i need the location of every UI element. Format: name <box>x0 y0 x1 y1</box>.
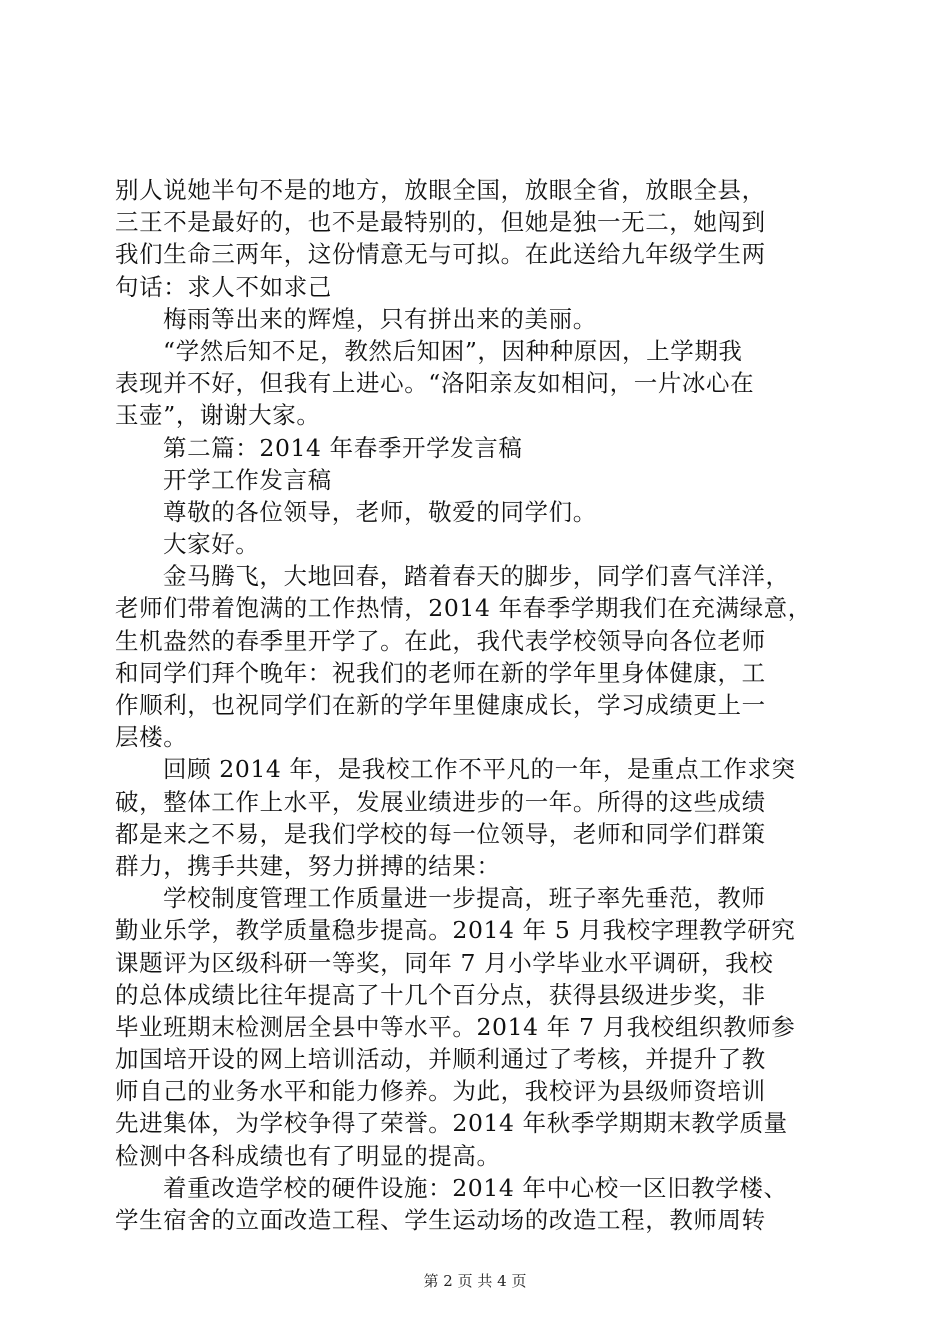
text-line: 表现并不好，但我有上进心。“洛阳亲友如相问，一片冰心在 <box>115 369 755 398</box>
text-line: 课题评为区级科研一等奖，同年 7 月小学毕业水平调研，我校 <box>115 948 774 977</box>
text-line: 尊敬的各位领导，老师，敬爱的同学们。 <box>163 497 597 526</box>
text-line: 着重改造学校的硬件设施：2014 年中心校一区旧教学楼、 <box>163 1173 788 1202</box>
text-line: 作顺利，也祝同学们在新的学年里健康成长，学习成绩更上一 <box>115 691 766 719</box>
text-line: 开学工作发言稿 <box>163 465 332 494</box>
text-line: 我们生命三两年，这份情意无与可拟。在此送给九年级学生两 <box>115 240 766 269</box>
text-line: 别人说她半句不是的地方，放眼全国，放眼全省，放眼全县， <box>115 176 766 204</box>
text-line: 勤业乐学，教学质量稳步提高。2014 年 5 月我校字理教学研究 <box>115 916 796 945</box>
text-line: 师自己的业务水平和能力修养。为此，我校评为县级师资培训 <box>115 1077 766 1106</box>
text-line: 检测中各科成绩也有了明显的提高。 <box>115 1141 501 1170</box>
text-line: 学生宿舍的立面改造工程、学生运动场的改造工程，教师周转 <box>115 1206 766 1234</box>
text-line: 的总体成绩比往年提高了十几个百分点，获得县级进步奖，非 <box>115 980 766 1009</box>
text-line: 破，整体工作上水平，发展业绩进步的一年。所得的这些成绩 <box>115 787 766 816</box>
text-line: 加国培开设的网上培训活动，并顺利通过了考核，并提升了教 <box>115 1045 766 1074</box>
text-line: 回顾 2014 年，是我校工作不平凡的一年，是重点工作求突 <box>163 755 796 784</box>
text-line: 梅雨等出来的辉煌，只有拼出来的美丽。 <box>163 304 597 333</box>
text-line: 先进集体，为学校争得了荣誉。2014 年秋季学期期末教学质量 <box>115 1109 788 1138</box>
text-line: 第二篇：2014 年春季开学发言稿 <box>163 433 523 462</box>
text-line: 都是来之不易，是我们学校的每一位领导，老师和同学们群策 <box>115 819 766 848</box>
page-footer: 第 2 页 共 4 页 <box>423 1272 527 1290</box>
text-line: 大家好。 <box>163 530 260 559</box>
text-line: 层楼。 <box>115 723 188 752</box>
text-line: 三王不是最好的，也不是最特别的，但她是独一无二，她闯到 <box>115 208 766 237</box>
text-line: “学然后知不足，教然后知困”，因种种原因，上学期我 <box>163 336 743 365</box>
text-line: 句话：求人不如求己 <box>115 272 332 301</box>
text-line: 和同学们拜个晚年：祝我们的老师在新的学年里身体健康，工 <box>115 658 766 687</box>
text-line: 金马腾飞，大地回春，踏着春天的脚步，同学们喜气洋洋， <box>163 562 790 591</box>
text-line: 老师们带着饱满的工作热情，2014 年春季学期我们在充满绿意， <box>115 594 812 623</box>
text-line: 群力，携手共建，努力拼搏的结果： <box>115 851 501 880</box>
text-line: 学校制度管理工作质量进一步提高，班子率先垂范，教师 <box>163 884 766 913</box>
text-line: 毕业班期末检测居全县中等水平。2014 年 7 月我校组织教师参 <box>115 1012 796 1041</box>
document-body <box>115 174 833 1236</box>
text-line: 玉壶”，谢谢大家。 <box>115 401 321 430</box>
text-line: 生机盎然的春季里开学了。在此，我代表学校领导向各位老师 <box>115 626 766 655</box>
